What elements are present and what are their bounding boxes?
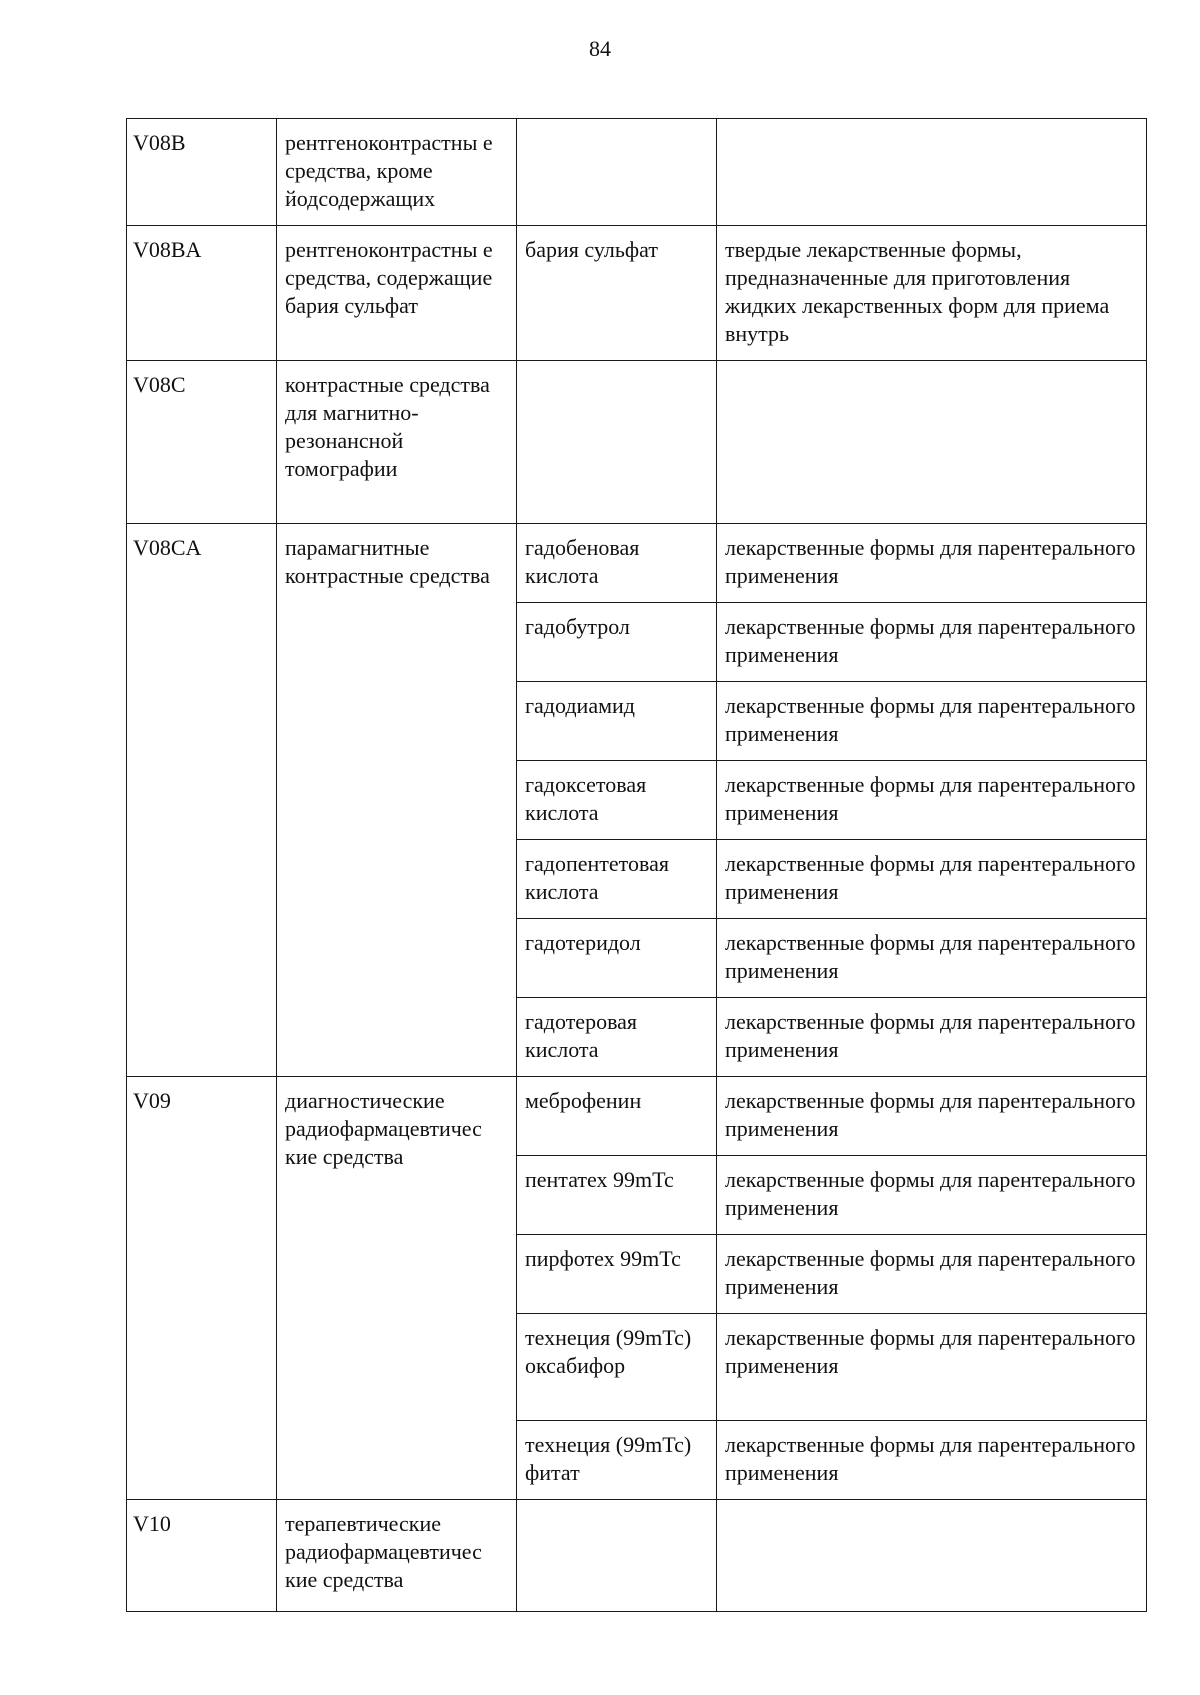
dosage-form-cell: лекарственные формы для парентерального применения: [717, 998, 1147, 1077]
dosage-form-cell: лекарственные формы для парентерального применения: [717, 603, 1147, 682]
table-row: [127, 119, 1147, 226]
drug-table-body: [127, 119, 1147, 1612]
substance-cell: технеция (99mTc) оксабифор: [517, 1314, 717, 1421]
table-row: [127, 1077, 1147, 1156]
atc-code-cell: V08CA: [127, 524, 277, 1077]
substance-cell: технеция (99mTc) фитат: [517, 1421, 717, 1500]
substance-cell: [517, 119, 717, 226]
substance-cell: гадобутрол: [517, 603, 717, 682]
atc-code-cell: V08C: [127, 361, 277, 524]
dosage-form-cell: [717, 119, 1147, 226]
substance-cell: гадодиамид: [517, 682, 717, 761]
dosage-form-cell: твердые лекарственные формы, предназначенные для приготовления жидких лекарственных форм для приема внутрь: [717, 226, 1147, 361]
table-row: [127, 226, 1147, 361]
drug-table: [126, 118, 1147, 1612]
atc-group-cell: контрастные средства для магнитно- резонансной томографии: [277, 361, 517, 524]
table-row: [127, 524, 1147, 603]
substance-cell: [517, 1500, 717, 1612]
table-row: [127, 361, 1147, 524]
atc-group-cell: терапевтические радиофармацевтичес кие средства: [277, 1500, 517, 1612]
dosage-form-cell: лекарственные формы для парентерального применения: [717, 1314, 1147, 1421]
substance-cell: бария сульфат: [517, 226, 717, 361]
dosage-form-cell: лекарственные формы для парентерального применения: [717, 840, 1147, 919]
atc-code-cell: V09: [127, 1077, 277, 1500]
dosage-form-cell: лекарственные формы для парентерального применения: [717, 1077, 1147, 1156]
atc-group-cell: рентгеноконтрастны е средства, кроме йодсодержащих: [277, 119, 517, 226]
substance-cell: пентатех 99mTc: [517, 1156, 717, 1235]
dosage-form-cell: лекарственные формы для парентерального применения: [717, 761, 1147, 840]
dosage-form-cell: лекарственные формы для парентерального применения: [717, 1421, 1147, 1500]
substance-cell: гадоксетовая кислота: [517, 761, 717, 840]
dosage-form-cell: [717, 361, 1147, 524]
atc-group-cell: рентгеноконтрастны е средства, содержащие бария сульфат: [277, 226, 517, 361]
atc-group-cell: диагностические радиофармацевтичес кие средства: [277, 1077, 517, 1500]
substance-cell: гадопентетовая кислота: [517, 840, 717, 919]
substance-cell: пирфотех 99mTc: [517, 1235, 717, 1314]
dosage-form-cell: лекарственные формы для парентерального применения: [717, 1235, 1147, 1314]
page-number: 84: [589, 36, 611, 61]
dosage-form-cell: лекарственные формы для парентерального применения: [717, 919, 1147, 998]
dosage-form-cell: [717, 1500, 1147, 1612]
dosage-form-cell: лекарственные формы для парентерального применения: [717, 682, 1147, 761]
atc-code-cell: V10: [127, 1500, 277, 1612]
atc-group-cell: парамагнитные контрастные средства: [277, 524, 517, 1077]
atc-code-cell: V08B: [127, 119, 277, 226]
substance-cell: [517, 361, 717, 524]
substance-cell: гадотеровая кислота: [517, 998, 717, 1077]
table-row: [127, 1500, 1147, 1612]
substance-cell: гадобеновая кислота: [517, 524, 717, 603]
substance-cell: гадотеридол: [517, 919, 717, 998]
dosage-form-cell: лекарственные формы для парентерального применения: [717, 524, 1147, 603]
dosage-form-cell: лекарственные формы для парентерального применения: [717, 1156, 1147, 1235]
atc-code-cell: V08BA: [127, 226, 277, 361]
substance-cell: меброфенин: [517, 1077, 717, 1156]
